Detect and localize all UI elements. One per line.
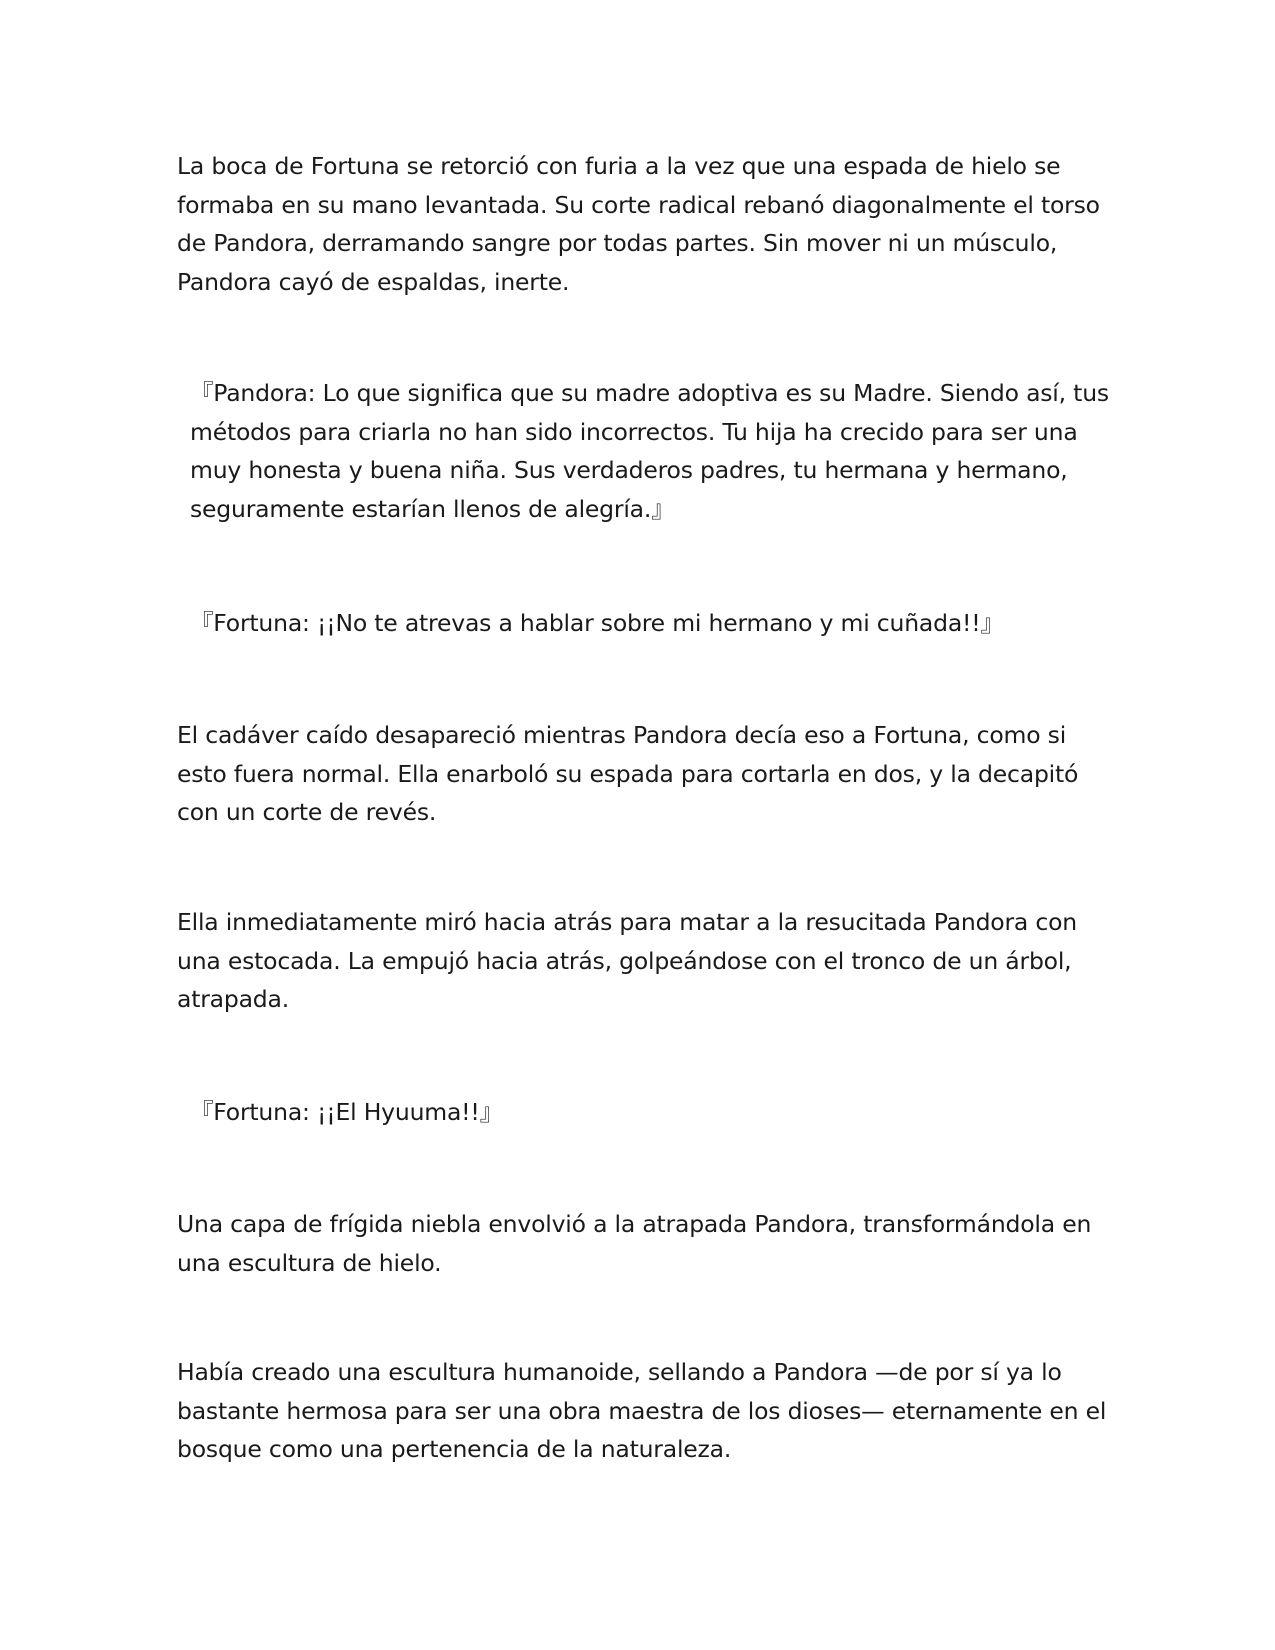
narration-paragraph: El cadáver caído desapareció mientras Pandora decía eso a Fortuna, como si esto fuera normal. Ella enarboló su espada para cortarla en dos, y la decapitó con un corte de revés. (177, 721, 1079, 826)
dialogue-pandora: 『Pandora: Lo que significa que su madre adoptiva es su Madre. Siendo así, tus métodos para criarla no han sido incorrectos. Tu hija ha crecido para ser una muy honesta y buena niña. Sus verdaderos padres, tu hermana y hermano, seguramente estarían llenos de alegría.』 (190, 379, 1109, 523)
narration-paragraph: Ella inmediatamente miró hacia atrás para matar a la resucitada Pandora con una estocada. La empujó hacia atrás, golpeándose con el tronco de un árbol, atrapada. (177, 908, 1077, 1013)
dialogue-fortuna-hyuuma: 『Fortuna: ¡¡El Hyuuma!!』 (190, 1098, 503, 1126)
dialogue-fortuna: 『Fortuna: ¡¡No te atrevas a hablar sobre mi hermano y mi cuñada!!』 (190, 609, 1004, 637)
narration-paragraph: Una capa de frígida niebla envolvió a la atrapada Pandora, transformándola en una escultura de hielo. (177, 1210, 1092, 1277)
narration-paragraph: La boca de Fortuna se retorció con furia a la vez que una espada de hielo se formaba en su mano levantada. Su corte radical rebanó diagonalmente el torso de Pandora, derramando sangre por todas partes. Sin mover ni un músculo, Pandora cayó de espaldas, inerte. (177, 152, 1100, 296)
narration-paragraph: Había creado una escultura humanoide, sellando a Pandora —de por sí ya lo bastante hermosa para ser una obra maestra de los dioses— eternamente en el bosque como una pertenencia de la naturaleza. (177, 1358, 1107, 1463)
